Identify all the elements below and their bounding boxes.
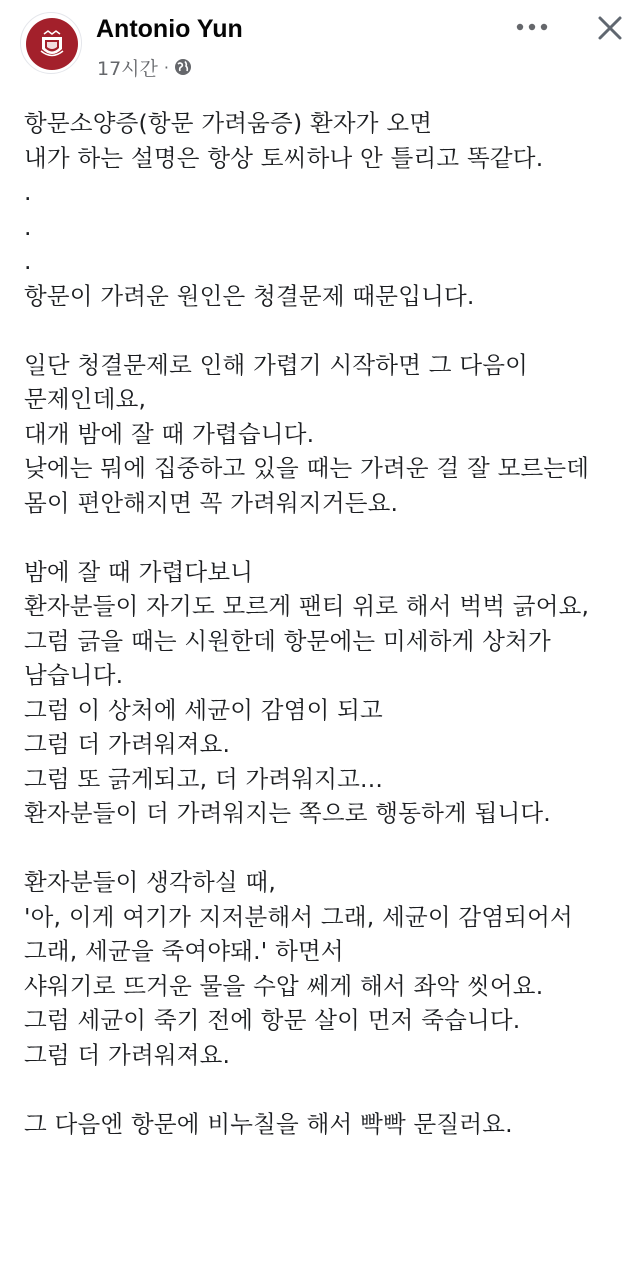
- post-text-line: .: [24, 212, 32, 241]
- post-timestamp[interactable]: 17시간: [97, 57, 158, 80]
- post-text-line: .: [24, 178, 32, 206]
- post-text-line: 내가 하는 설명은 항상 토씨하나 안 틀리고 똑같다.: [24, 143, 544, 172]
- close-icon: [597, 15, 623, 41]
- post-text-line: [24, 313, 624, 348]
- post-text-line: 그럼 더 가려워져요.: [24, 730, 231, 758]
- post-text-line: [24, 831, 624, 866]
- post-text-line: 환자분들이 더 가려워지는 쪽으로 행동하게 됩니다.: [24, 799, 551, 827]
- post-text-line: 일단 청결문제로 인해 가렵기 시작하면 그 다음이: [24, 350, 529, 379]
- close-button[interactable]: [590, 8, 630, 48]
- post-header: [0, 0, 640, 90]
- post-text-line: 그럼 세균이 죽기 전에 항문 살이 먼저 죽습니다.: [24, 1006, 521, 1034]
- post-text-line: 항문이 가려운 원인은 청결문제 때문입니다.: [24, 281, 475, 310]
- post-text-line: 환자분들이 생각하실 때,: [24, 868, 277, 896]
- post-text-line: [24, 1072, 624, 1107]
- post-text-line: 샤워기로 뜨거운 물을 수압 쎄게 해서 좌악 씻어요.: [24, 971, 544, 1000]
- post-text-line: 그럼 또 긁게되고, 더 가려워지고...: [24, 764, 384, 793]
- post-text-line: [24, 520, 624, 555]
- crest-logo-icon: [21, 13, 82, 74]
- post-text-line: 낮에는 뭐에 집중하고 있을 때는 가려운 걸 잘 모르는데: [24, 454, 590, 482]
- post-text-line: '아, 이게 여기가 지저분해서 그래, 세균이 감염되어서: [24, 902, 573, 931]
- post-text-line: 남습니다.: [24, 661, 124, 689]
- post-text-line: 그 다음엔 항문에 비누칠을 해서 빡빡 문질러요.: [24, 1109, 513, 1138]
- more-dots-icon: [514, 22, 550, 32]
- post-text-line: 몸이 편안해지면 꼭 가려워지거든요.: [24, 488, 399, 517]
- post-text-line: 문제인데요,: [24, 385, 147, 413]
- post-text-line: .: [24, 247, 32, 275]
- post-text-line: 그럼 이 상처에 세균이 감염이 되고: [24, 695, 383, 724]
- post-text-line: 그럼 더 가려워져요.: [24, 1040, 231, 1069]
- post-text-line: 환자분들이 자기도 모르게 팬티 위로 해서 벅벅 긁어요,: [24, 592, 590, 620]
- more-options-button[interactable]: [512, 12, 552, 42]
- post-text: [24, 106, 624, 1141]
- author-avatar[interactable]: [20, 12, 82, 74]
- post-text-line: 항문소양증(항문 가려움증) 환자가 오면: [24, 109, 433, 137]
- post-text-line: 그럼 긁을 때는 시원한데 항문에는 미세하게 상처가: [24, 626, 551, 655]
- author-name[interactable]: Antonio Yun: [96, 15, 243, 43]
- meta-separator: ·: [163, 57, 169, 77]
- post-text-line: 밤에 잘 때 가렵다보니: [24, 557, 254, 586]
- globe-icon: [174, 58, 192, 76]
- post-text-line: 대개 밤에 잘 때 가렵습니다.: [24, 419, 315, 448]
- post-meta: [97, 54, 192, 80]
- post-text-line: 그래, 세균을 죽여야돼.' 하면서: [24, 937, 344, 965]
